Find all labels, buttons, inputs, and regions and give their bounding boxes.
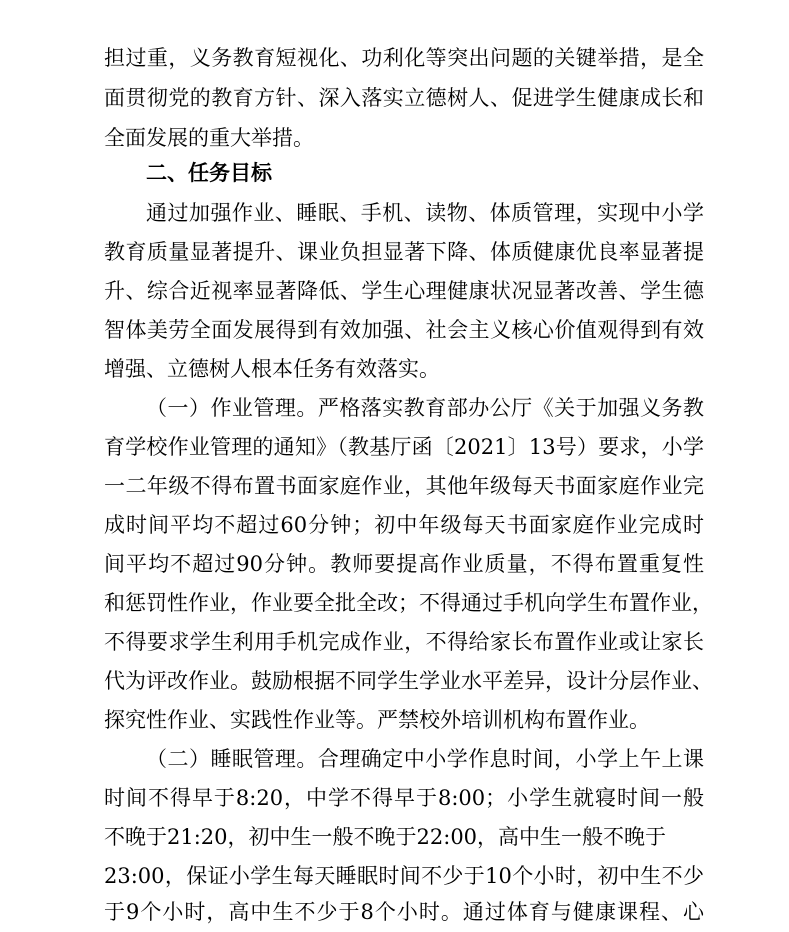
sleep-line-5: 于9个小时，高中生不少于8个小时。通过体育与健康课程、心 <box>104 900 704 924</box>
homework-line-5: 间平均不超过90分钟。教师要提高作业质量，不得布置重复性 <box>104 552 704 576</box>
sleep-line-2: 时间不得早于8:20，中学不得早于8:00；小学生就寝时间一般 <box>104 786 704 810</box>
homework-lead: （一）作业管理。 <box>146 396 318 420</box>
homework-line-1 <box>146 388 704 428</box>
homework-line-7: 不得要求学生利用手机完成作业，不得给家长布置作业或让家长 <box>104 630 704 654</box>
sleep-lead: （二）睡眠管理。 <box>146 747 318 771</box>
homework-first-line-rest: 严格落实教育部办公厅《关于加强义务教 <box>317 396 705 420</box>
goals-line-2: 教育质量显著提升、课业负担显著下降、体质健康优良率显著提 <box>104 240 704 264</box>
homework-line-9: 探究性作业、实践性作业等。严禁校外培训机构布置作业。 <box>104 708 650 732</box>
homework-line-6: 和惩罚性作业，作业要全批全改；不得通过手机向学生布置作业， <box>104 591 713 615</box>
sleep-line-4: 23:00，保证小学生每天睡眠时间不少于10个小时，初中生不少 <box>104 864 704 888</box>
section-heading-task-goals: 二、任务目标 <box>146 161 272 185</box>
goals-line-1: 通过加强作业、睡眠、手机、读物、体质管理，实现中小学 <box>146 201 704 225</box>
goals-line-4: 智体美劳全面发展得到有效加强、社会主义核心价值观得到有效 <box>104 318 704 342</box>
sleep-line-3: 不晚于21:20，初中生一般不晚于22:00，高中生一般不晚于 <box>104 825 667 849</box>
sleep-line-1 <box>146 739 704 779</box>
intro-line-3: 全面发展的重大举措。 <box>104 126 314 150</box>
sleep-first-line-rest: 合理确定中小学作息时间，小学上午上课 <box>317 747 705 771</box>
homework-line-2: 育学校作业管理的通知》（教基厅函〔2021〕13号）要求，小学 <box>104 435 704 459</box>
intro-line-1: 担过重，义务教育短视化、功利化等突出问题的关键举措，是全 <box>104 46 704 70</box>
goals-line-5: 增强、立德树人根本任务有效落实。 <box>104 357 440 381</box>
homework-line-8: 代为评改作业。鼓励根据不同学生学业水平差异，设计分层作业、 <box>104 669 713 693</box>
homework-line-4: 成时间平均不超过60分钟；初中年级每天书面家庭作业完成时 <box>104 513 704 537</box>
homework-line-3: 一二年级不得布置书面家庭作业，其他年级每天书面家庭作业完 <box>104 474 704 498</box>
intro-line-2: 面贯彻党的教育方针、深入落实立德树人、促进学生健康成长和 <box>104 86 704 110</box>
goals-line-3: 升、综合近视率显著降低、学生心理健康状况显著改善、学生德 <box>104 279 704 303</box>
